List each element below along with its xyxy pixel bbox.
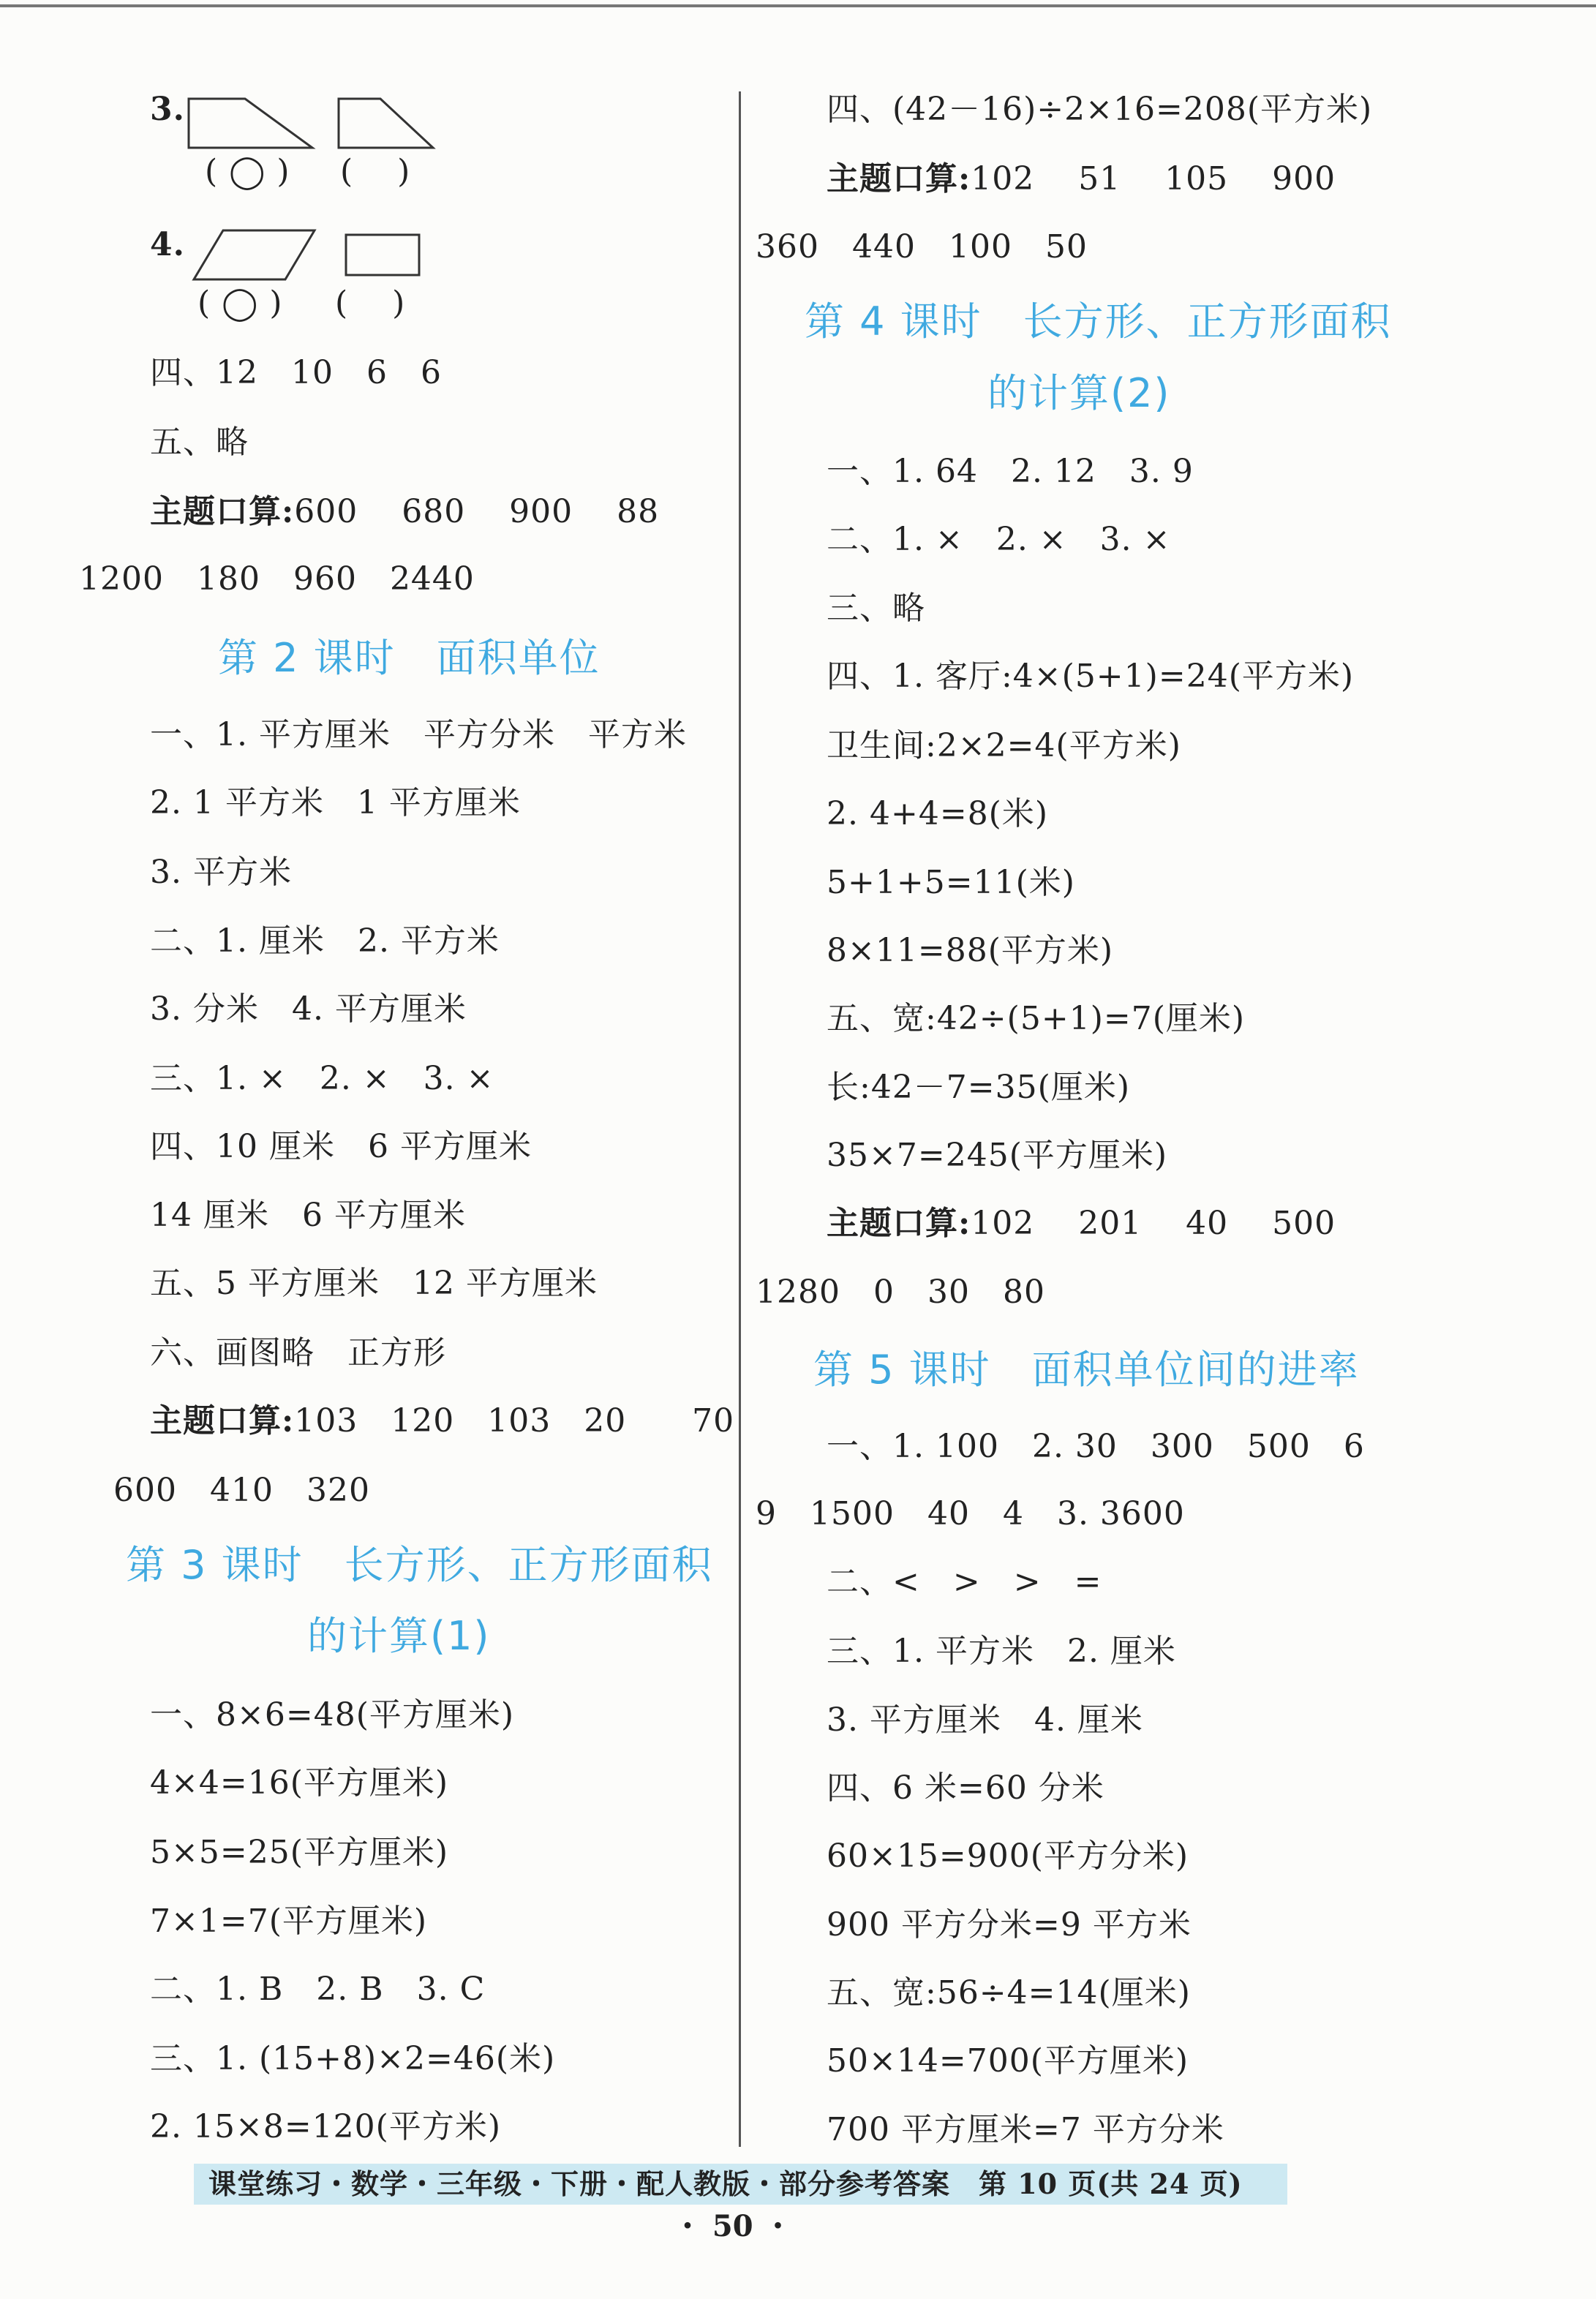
q3-answer-1: ( ◯ ) [205, 153, 290, 190]
answer-line: 五、宽:56÷4=14(厘米) [827, 1974, 1191, 2012]
answer-line: 四、1. 客厅:4×(5+1)=24(平方米) [827, 658, 1355, 695]
answer-line: 一、1. 64 2. 12 3. 9 [827, 453, 1194, 490]
lesson-4-heading-cont: 的计算(2) [987, 370, 1171, 416]
lesson-2-heading: 第 2 课时 面积单位 [218, 635, 601, 681]
answer-line: 四、(42－16)÷2×16=208(平方米) [827, 91, 1373, 128]
answer-line: 2. 15×8=120(平方米) [150, 2108, 501, 2145]
answer-line: 四、6 米=60 分米 [827, 1769, 1104, 1807]
answer-line: 四、10 厘米 6 平方厘米 [150, 1128, 532, 1165]
answer-line: 900 平方分米=9 平方米 [827, 1906, 1192, 1944]
answer-line: 三、略 [827, 590, 925, 627]
answer-line: 5+1+5=11(米) [827, 864, 1075, 901]
answer-line: 长:42－7=35(厘米) [827, 1069, 1130, 1106]
q4-label: 4. [150, 226, 185, 263]
answer-line: 1280 0 30 80 [756, 1273, 1045, 1311]
answer-line: 一、1. 平方厘米 平方分米 平方米 [150, 716, 687, 753]
oral-calc-label: 主题口算: [827, 160, 971, 197]
answer-line: 二、1. 厘米 2. 平方米 [150, 922, 500, 960]
answer-line: 2. 1 平方米 1 平方厘米 [150, 784, 521, 821]
oral-calc-label: 主题口算: [827, 1205, 971, 1242]
answer-line: 二、1. × 2. × 3. × [827, 521, 1171, 558]
answer-line: 1200 180 960 2440 [79, 560, 475, 598]
answer-line: 卫生间:2×2=4(平方米) [827, 727, 1181, 764]
answer-line: 3. 平方米 [150, 854, 292, 891]
q4-answer-1: ( ◯ ) [197, 285, 283, 322]
answer-line: 3. 平方厘米 4. 厘米 [827, 1701, 1143, 1739]
answer-line: 二、< > > = [827, 1563, 1102, 1600]
answer-line: 9 1500 40 4 3. 3600 [756, 1495, 1185, 1532]
answer-line: 五、略 [150, 424, 249, 461]
answer-line: 4×4=16(平方厘米) [150, 1764, 449, 1802]
oral-calc-label: 主题口算: [150, 493, 295, 530]
footer-caption: 课堂练习・数学・三年级・下册・配人教版・部分参考答案 第 10 页(共 24 页) [208, 2167, 1243, 2200]
rectangle-shape [344, 233, 424, 280]
answer-line: 35×7=245(平方厘米) [827, 1137, 1168, 1174]
answer-line: 2. 4+4=8(米) [827, 795, 1049, 832]
oral-calc-values: 102 51 105 900 [971, 160, 1336, 197]
lesson-3-heading: 第 3 课时 长方形、正方形面积 [126, 1542, 713, 1588]
answer-line: 四、12 10 6 6 [150, 354, 442, 391]
answer-line: 一、8×6=48(平方厘米) [150, 1696, 515, 1734]
answer-line: 7×1=7(平方厘米) [150, 1903, 428, 1940]
answer-line: 一、1. 100 2. 30 300 500 6 [827, 1428, 1365, 1465]
answer-line [827, 157, 1336, 201]
answer-line: 600 410 320 [113, 1472, 370, 1509]
oral-calc-values: 102 201 40 500 [971, 1205, 1336, 1242]
answer-line: 三、1. × 2. × 3. × [150, 1060, 494, 1097]
q3-label: 3. [150, 91, 185, 128]
q4-answer-2: ( ) [335, 285, 406, 322]
answer-line [150, 490, 659, 534]
answer-line: 700 平方厘米=7 平方分米 [827, 2111, 1224, 2148]
answer-line: 360 440 100 50 [756, 228, 1088, 266]
answer-line: 5×5=25(平方厘米) [150, 1834, 449, 1871]
lesson-3-heading-cont: 的计算(1) [307, 1613, 491, 1659]
answer-line: 五、5 平方厘米 12 平方厘米 [150, 1265, 598, 1302]
right-trapezoid-shape [336, 95, 439, 154]
answer-line: 六、画图略 正方形 [150, 1334, 446, 1372]
oral-calc-values: 103 120 103 20 70 [294, 1402, 735, 1440]
lesson-4-heading: 第 4 课时 长方形、正方形面积 [805, 298, 1392, 345]
q3-answer-2: ( ) [340, 153, 411, 190]
lesson-5-heading: 第 5 课时 面积单位间的进率 [813, 1347, 1360, 1393]
answer-line: 8×11=88(平方米) [827, 932, 1114, 969]
trapezoid-shape [187, 95, 318, 154]
oral-calc-values: 600 680 900 88 [294, 493, 660, 530]
answer-line: 14 厘米 6 平方厘米 [150, 1197, 466, 1234]
answer-line: 二、1. B 2. B 3. C [150, 1971, 486, 2008]
page-number: ・ 50 ・ [673, 2209, 793, 2243]
answer-line [150, 1399, 734, 1443]
answer-line [827, 1202, 1336, 1246]
answer-line: 三、1. (15+8)×2=46(米) [150, 2040, 556, 2077]
answer-line: 三、1. 平方米 2. 厘米 [827, 1633, 1176, 1670]
parallelogram-shape [190, 227, 318, 285]
answer-line: 3. 分米 4. 平方厘米 [150, 990, 467, 1028]
top-rule [0, 4, 1596, 7]
answer-line: 60×15=900(平方分米) [827, 1837, 1189, 1875]
answer-line: 五、宽:42÷(5+1)=7(厘米) [827, 1000, 1246, 1037]
answer-line: 50×14=700(平方厘米) [827, 2042, 1189, 2080]
column-divider [739, 91, 741, 2147]
oral-calc-label: 主题口算: [150, 1402, 295, 1440]
